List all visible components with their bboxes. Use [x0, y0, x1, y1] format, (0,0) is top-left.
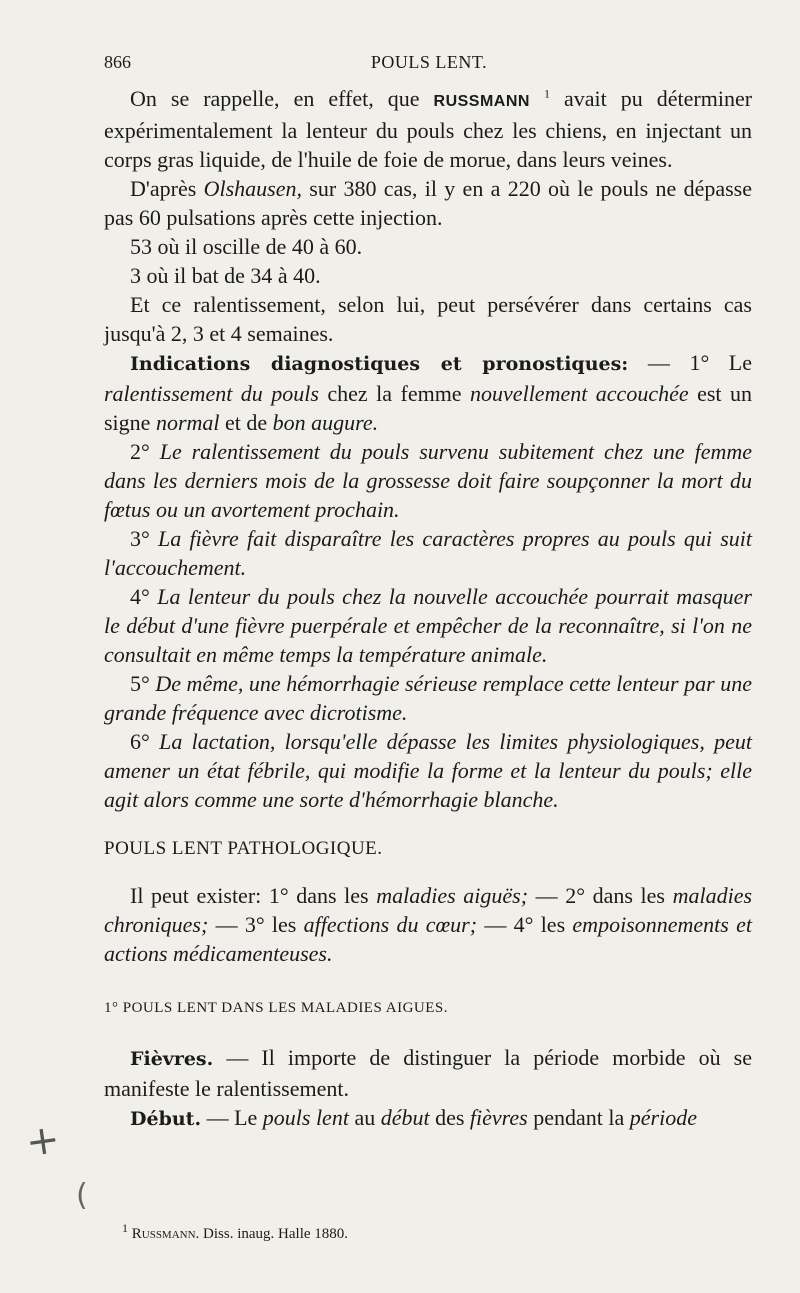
text-italic: maladies aiguës;	[376, 883, 529, 908]
subsection-title: 1° POULS LENT DANS LES MALADIES AIGUES.	[104, 1000, 448, 1016]
text: — 3° les	[215, 912, 297, 937]
footnote-text: Diss. inaug. Halle 1880.	[203, 1226, 349, 1242]
text-italic: empoisonnements et actions médicamenteuses.	[104, 912, 752, 966]
run-in-heading: Fièvres.	[130, 1048, 214, 1070]
running-title: POULS LENT.	[370, 52, 488, 72]
text: est un signe	[104, 381, 752, 435]
paragraph-ralentissement: Et ce ralentissement, selon lui, peut persévérer dans certains cas jusqu'à 2, 3 et 4 semaines.	[104, 292, 752, 346]
margin-bracket-mark: (	[76, 1178, 88, 1213]
author-name: RUSSMANN	[433, 93, 530, 110]
indication-2	[104, 437, 752, 524]
run-in-heading: Début.	[130, 1108, 202, 1130]
text: chez la femme	[327, 381, 462, 406]
text-italic: période	[629, 1105, 697, 1130]
footnote-ref: 1	[543, 86, 550, 101]
section-title: POULS LENT PATHOLOGIQUE.	[104, 838, 383, 859]
text-italic: pouls lent	[262, 1105, 349, 1130]
paragraph-stat-2: 3 où il bat de 34 à 40.	[130, 263, 321, 288]
text: — 2° dans les	[535, 883, 665, 908]
text-italic: maladies chroniques;	[104, 883, 753, 937]
footnote-author: Russmann.	[131, 1226, 200, 1242]
item-number: 6°	[130, 729, 150, 754]
item-number: 2°	[130, 439, 150, 464]
text-italic: fièvres	[469, 1105, 528, 1130]
paragraph-russmann	[104, 84, 752, 174]
text-italic: bon augure.	[272, 410, 379, 435]
text: des	[435, 1105, 465, 1130]
text: — 4° les	[484, 912, 566, 937]
text: — Le	[206, 1105, 258, 1130]
margin-cross-mark: +	[22, 1115, 63, 1167]
page-header	[104, 52, 754, 78]
text: et de	[225, 410, 268, 435]
body-text	[104, 84, 752, 1134]
text: avait pu déterminer expérimentalement la lenteur du pouls chez les chiens, en injectant un corps gras liquide, de l'huile de foie de morue, dans leurs veines.	[104, 86, 753, 172]
paragraph-olshausen	[104, 174, 752, 232]
item-number: 5°	[130, 671, 150, 696]
indication-5	[104, 669, 752, 727]
text: On se rappelle, en effet, que	[130, 86, 420, 111]
text-italic: La fièvre fait disparaître les caractères propres au pouls qui suit l'accouchement.	[104, 526, 753, 580]
item-number: 3°	[130, 526, 150, 551]
author-name: Olshausen,	[203, 176, 302, 201]
text: sur 380 cas, il y en a 220 où le pouls ne dépasse pas 60 pulsations après cette injection.	[104, 176, 752, 230]
footnote	[122, 1221, 349, 1243]
text: au	[354, 1105, 376, 1130]
text-italic: Le ralentissement du pouls survenu subitement chez une femme dans les derniers mois de la grossesse doit faire soupçonner la mort du fœtus ou un avortement prochain.	[104, 439, 753, 522]
paragraph-debut	[104, 1103, 752, 1134]
text: pendant la	[533, 1105, 625, 1130]
footnote-number: 1	[122, 1221, 128, 1235]
paragraph-fievres	[104, 1043, 752, 1103]
text-italic: affections du cœur;	[303, 912, 478, 937]
page-number: 866	[104, 52, 131, 72]
text-italic: nouvellement accouchée	[470, 381, 689, 406]
indication-4	[104, 582, 752, 669]
item-number: 4°	[130, 584, 150, 609]
text-italic: début	[380, 1105, 430, 1130]
text: Il peut exister: 1° dans les	[130, 883, 369, 908]
text-italic: normal	[155, 410, 220, 435]
paragraph-stat-1: 53 où il oscille de 40 à 60.	[130, 234, 363, 259]
indication-6	[104, 727, 752, 814]
text-italic: La lactation, lorsqu'elle dépasse les limites physiologiques, peut amener un état fébrile, qui modifie la forme et la lenteur du pouls; elle agit alors comme une sorte d'hémorrhagie blanche.	[104, 729, 753, 812]
paragraph-indications	[104, 348, 752, 437]
text: — 1° Le	[647, 350, 752, 375]
section-heading: Indications diagnostiques et pronostiques:	[130, 353, 629, 375]
text: D'après	[130, 176, 197, 201]
text-italic: ralentissement du pouls	[104, 381, 319, 406]
text: — Il importe de distinguer la période morbide où se manifeste le ralentissement.	[104, 1045, 753, 1101]
paragraph-pathologique	[104, 881, 752, 968]
text-italic: La lenteur du pouls chez la nouvelle accouchée pourrait masquer le début d'une fièvre puerpérale et empêcher de la reconnaître, si l'on ne consultait en même temps la température animale.	[104, 584, 752, 667]
indication-3	[104, 524, 752, 582]
text-italic: De même, une hémorrhagie sérieuse remplace cette lenteur par une grande fréquence avec dicrotisme.	[104, 671, 752, 725]
